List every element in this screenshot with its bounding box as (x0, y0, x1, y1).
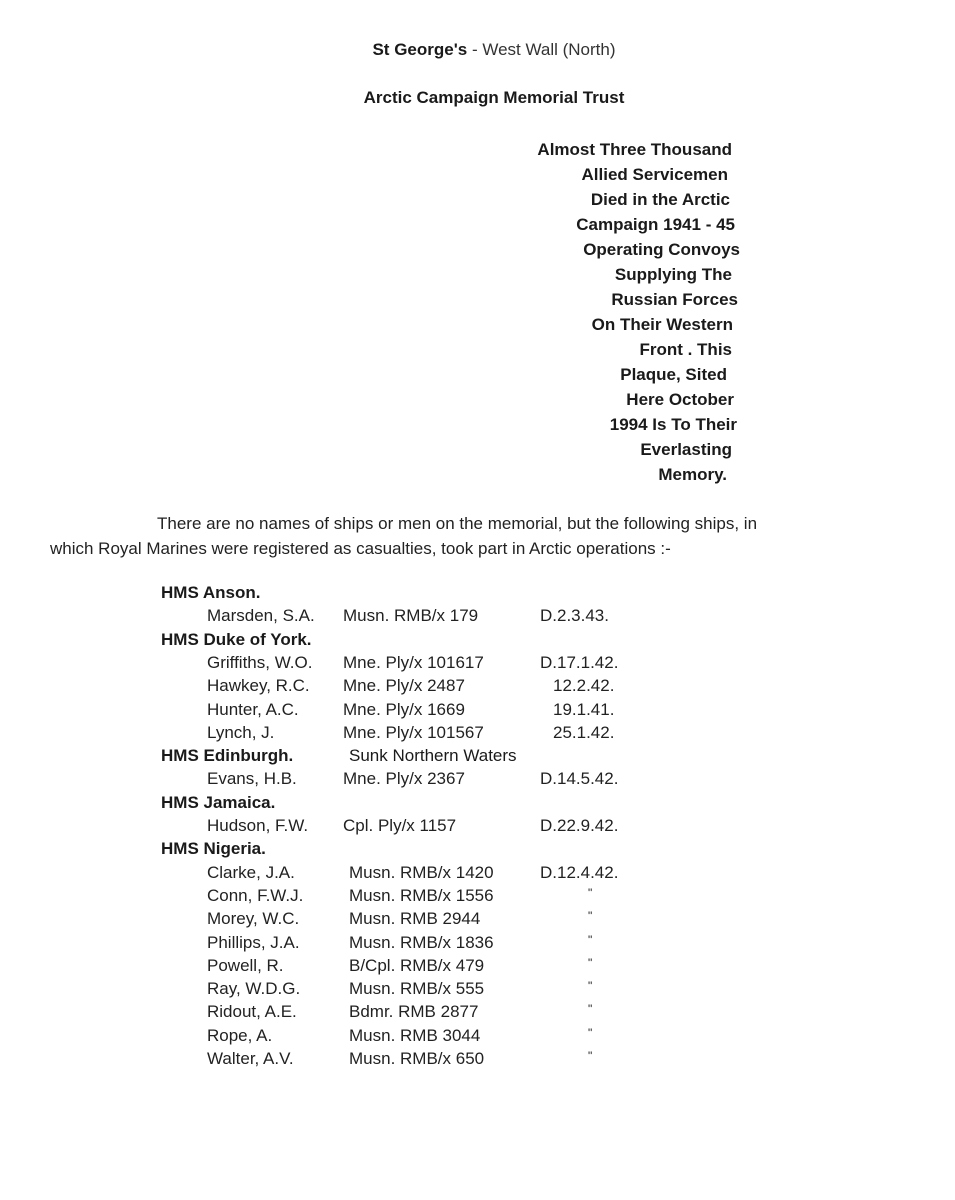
casualty-name: Phillips, J.A. (207, 932, 300, 952)
ship-name: HMS Duke of York. (161, 629, 312, 649)
casualty-date: D.22.9.42. (540, 816, 619, 835)
casualty-date: " (588, 909, 593, 924)
inscription-line: Memory. (658, 465, 727, 484)
casualty-date: " (588, 885, 593, 900)
inscription-line: Russian Forces (611, 290, 738, 309)
casualty-date: " (588, 932, 593, 947)
casualty-name: Marsden, S.A. (207, 606, 315, 626)
casualty-rank-number: Musn. RMB/x 1836 (349, 932, 494, 952)
casualty-name: Hawkey, R.C. (207, 676, 310, 696)
inscription-line: Plaque, Sited (620, 365, 727, 384)
inscription-line: 1994 Is To Their (609, 415, 737, 434)
casualty-rank-number: Mne. Ply/x 2367 (343, 769, 465, 789)
casualty-name: Conn, F.W.J. (207, 885, 304, 905)
casualty-name: Rope, A. (207, 1025, 273, 1045)
trust-name: Arctic Campaign Memorial Trust (363, 88, 625, 107)
casualty-date: 19.1.41. (553, 699, 615, 719)
casualty-rank-number: Musn. RMB/x 555 (349, 979, 485, 999)
casualty-rank-number: Musn. RMB 3044 (349, 1025, 481, 1045)
casualty-name: Ray, W.D.G. (207, 979, 301, 999)
casualty-rank-number: Mne. Ply/x 1669 (343, 699, 465, 719)
casualty-name: Walter, A.V. (207, 1049, 294, 1068)
casualty-rank-number: Bdmr. RMB 2877 (349, 1002, 479, 1022)
inscription-line: On Their Western (591, 315, 733, 334)
casualty-rank-number: B/Cpl. RMB/x 479 (349, 955, 485, 975)
casualty-name: Hudson, F.W. (207, 816, 309, 835)
casualty-date: D.14.5.42. (540, 769, 619, 789)
inscription-line: Here October (626, 390, 734, 409)
inscription-line: Died in the Arctic (590, 190, 730, 209)
casualty-date: " (588, 1002, 593, 1017)
inscription-line: Supplying The (614, 265, 732, 284)
inscription-line: Operating Convoys (583, 240, 740, 259)
casualty-rank-number: Musn. RMB 2944 (349, 909, 481, 929)
casualty-name: Clarke, J.A. (207, 862, 295, 882)
intro-line-1: There are no names of ships or men on the memorial, but the following ships, in (157, 514, 758, 533)
casualty-date: 25.1.42. (553, 722, 615, 742)
casualty-date: D.12.4.42. (540, 862, 619, 882)
casualty-date: " (588, 979, 593, 994)
casualty-name: Hunter, A.C. (207, 699, 299, 719)
inscription-line: Allied Servicemen (581, 165, 728, 184)
casualty-name: Evans, H.B. (207, 769, 297, 789)
location-text: - West Wall (North) (467, 40, 616, 59)
casualty-date: " (588, 1025, 593, 1040)
casualty-date: " (588, 1049, 593, 1063)
casualty-date: 12.2.42. (553, 676, 615, 696)
casualty-rank-number: Cpl. Ply/x 1157 (343, 816, 457, 835)
casualty-name: Powell, R. (207, 955, 284, 975)
ship-name: HMS Edinburgh. (161, 746, 294, 766)
casualty-date: D.17.1.42. (540, 652, 619, 672)
casualty-name: Ridout, A.E. (207, 1002, 297, 1022)
ship-note: Sunk Northern Waters (349, 746, 517, 766)
casualty-rank-number: Mne. Ply/x 2487 (343, 676, 465, 696)
ship-name: HMS Anson. (161, 583, 261, 602)
inscription-line: Almost Three Thousand (537, 140, 732, 159)
church-name: St George's (372, 40, 468, 59)
inscription-line: Campaign 1941 - 45 (576, 215, 735, 234)
casualty-rank-number: Musn. RMB/x 650 (349, 1049, 485, 1068)
casualty-rank-number: Mne. Ply/x 101617 (343, 652, 484, 672)
casualty-name: Lynch, J. (207, 722, 275, 742)
casualty-rank-number: Mne. Ply/x 101567 (343, 722, 484, 742)
casualty-rank-number: Musn. RMB/x 179 (343, 606, 479, 626)
casualty-date: " (588, 955, 593, 970)
casualty-date: D.2.3.43. (540, 606, 609, 626)
casualty-name: Griffiths, W.O. (207, 652, 313, 672)
ship-name: HMS Jamaica. (161, 792, 276, 812)
inscription-line: Front . This (639, 340, 732, 359)
inscription-line: Everlasting (640, 440, 732, 459)
intro-line-2: which Royal Marines were registered as casualties, took part in Arctic operations :- (50, 539, 671, 558)
casualty-rank-number: Musn. RMB/x 1420 (349, 862, 494, 882)
casualty-name: Morey, W.C. (207, 909, 300, 929)
ship-name: HMS Nigeria. (161, 839, 266, 859)
casualty-rank-number: Musn. RMB/x 1556 (349, 885, 494, 905)
